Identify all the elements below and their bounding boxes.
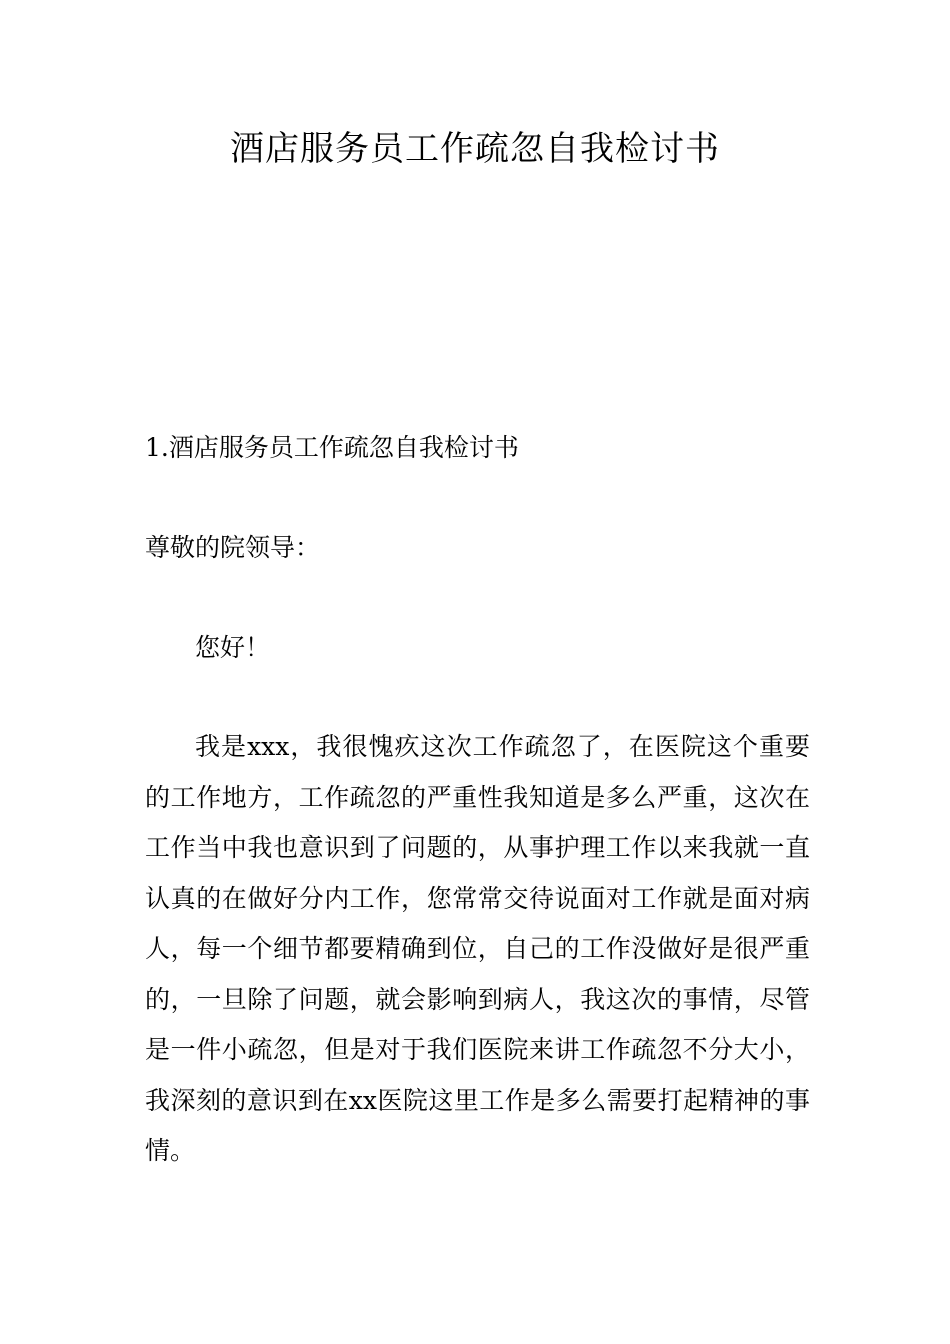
greeting: 您好！ (195, 633, 271, 662)
section-heading: 1.酒店服务员工作疏忽自我检讨书 (145, 433, 519, 462)
document-title: 酒店服务员工作疏忽自我检讨书 (230, 129, 720, 169)
body-paragraph: 我是xxx，我很愧疚这次工作疏忽了，在医院这个重要的工作地方，工作疏忽的严重性我知道是多么严重，这次在工作当中我也意识到了问题的，从事护理工作以来我就一直认真的在做好分内工作，您常常交待说面对工作就是面对病人，每一个细节都要精确到位，自己的工作没做好是很严重的，一旦除了问题，就会影响到病人，我这次的事情，尽管是一件小疏忽，但是对于我们医院来讲工作疏忽不分大小，我深刻的意识到在xx医院这里工作是多么需要打起精神的事情。 (145, 732, 810, 1165)
salutation: 尊敬的院领导： (145, 533, 321, 562)
